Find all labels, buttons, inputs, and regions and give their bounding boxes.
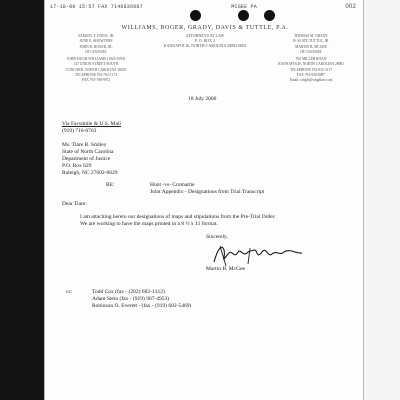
address-line: CONCORD, NORTH CAROLINA 28025 xyxy=(65,67,127,72)
cc-recipient: Robinson O. Everett - (fax - (919) 682-5469) xyxy=(92,303,192,309)
firm-subtitle-line: P. O. BOX 2 xyxy=(194,38,216,43)
right-attorney-list xyxy=(268,34,354,55)
attorney-name: SAMUEL F. DAVIS, JR. xyxy=(77,34,115,38)
scan-edge-right xyxy=(362,0,400,400)
delivery-method: Via Facsimile & U.S. Mail xyxy=(62,121,121,127)
firm-subtitle-line: KANNAPOLIS, NORTH CAROLINA 28082-0002 xyxy=(163,43,247,48)
attorney-name: JOHN R. BOGER, JR. xyxy=(79,44,113,49)
address-line: FAX 704-788-9872 xyxy=(81,78,111,83)
salutation: Dear Tiare: xyxy=(62,201,87,207)
attorney-name: THOMAS M. GRADY xyxy=(294,34,328,38)
re-subject xyxy=(150,182,264,196)
letter-body xyxy=(80,214,340,228)
recipient-line: Ms. Tiare B. Smiley xyxy=(62,142,107,148)
fax-header-middle: MCGEE PA xyxy=(231,4,257,10)
address-line: 700 MILLER ROAD xyxy=(295,57,327,61)
address-line: 147 UNION STREET SOUTH xyxy=(73,62,119,67)
cc-recipient: Adam Stein (fax - (919) 967-4953) xyxy=(92,296,170,302)
punch-hole xyxy=(264,10,275,21)
firm-subtitle-line: ATTORNEYS AT LAW xyxy=(185,33,225,38)
address-line: TELEPHONE 704-933-3117 xyxy=(290,67,332,72)
signer-name: Martin B. McGee xyxy=(206,266,245,272)
recipient-line: Department of Justice xyxy=(62,156,111,162)
right-office-address xyxy=(268,57,354,83)
re-label: RE: xyxy=(106,182,115,188)
address-line: KANNAPOLIS, NORTH CAROLINA 28081 xyxy=(277,62,345,67)
address-line: Email: wbgdt@wbgdlaw.com xyxy=(289,78,333,83)
address-line: FAX 704-938-8087 xyxy=(296,72,326,77)
address-line: JOHN HUGH WILLIAMS (1923-1993) xyxy=(66,57,126,61)
fax-header-left: 17-18-00 15:57 FAX 7146836087 xyxy=(50,4,143,10)
cc-label: cc: xyxy=(66,289,73,295)
punch-hole xyxy=(190,10,201,21)
scan-edge-left xyxy=(0,0,44,400)
cc-list xyxy=(92,289,191,310)
left-office-address xyxy=(56,57,136,83)
body-line: I am attaching hereto our designations of maps and stipulations from the Pre-Trial Order. xyxy=(80,214,276,220)
attorney-name: OF COUNSEL xyxy=(299,49,323,54)
recipient-line: P.O. Box 629 xyxy=(62,163,92,169)
re-line: Hunt -vs- Cromartie xyxy=(150,182,195,188)
attorney-name: H. SLATE TUTTLE, JR. xyxy=(292,39,330,44)
fax-header xyxy=(50,4,356,10)
left-attorney-list xyxy=(56,34,136,55)
punch-hole xyxy=(238,10,249,21)
attorney-name: MARTIN B. MCGEE xyxy=(295,44,327,49)
recipient-line: State of North Carolina xyxy=(62,149,114,155)
address-line: TELEPHONE 704-782-1173 xyxy=(75,72,117,77)
letter-date: 18 July 2000 xyxy=(188,96,217,102)
attorney-name: JUNE E. SHOWTERS xyxy=(79,39,113,44)
attorney-name: OF COUNSEL xyxy=(84,49,108,54)
handwritten-signature xyxy=(210,240,305,268)
recipient-line: Raleigh, NC 27602-0629 xyxy=(62,170,118,176)
closing: Sincerely, xyxy=(206,234,228,240)
recipient-address xyxy=(62,142,117,177)
cc-recipient: Todd Cox (fax - (202) 682-1312) xyxy=(92,289,165,295)
re-line: Joint Appendix - Designations from Trial Transcript xyxy=(150,189,265,195)
firm-name: WILLIAMS, BOGER, GRADY, DAVIS & TUTTLE, P.A. xyxy=(121,25,289,31)
body-line: We are working to have the maps printed in a 8 ½ x 11 format. xyxy=(80,221,218,227)
delivery-fax-number: (919) 716-6763 xyxy=(62,128,97,134)
fax-page-number: 002 xyxy=(345,4,356,10)
